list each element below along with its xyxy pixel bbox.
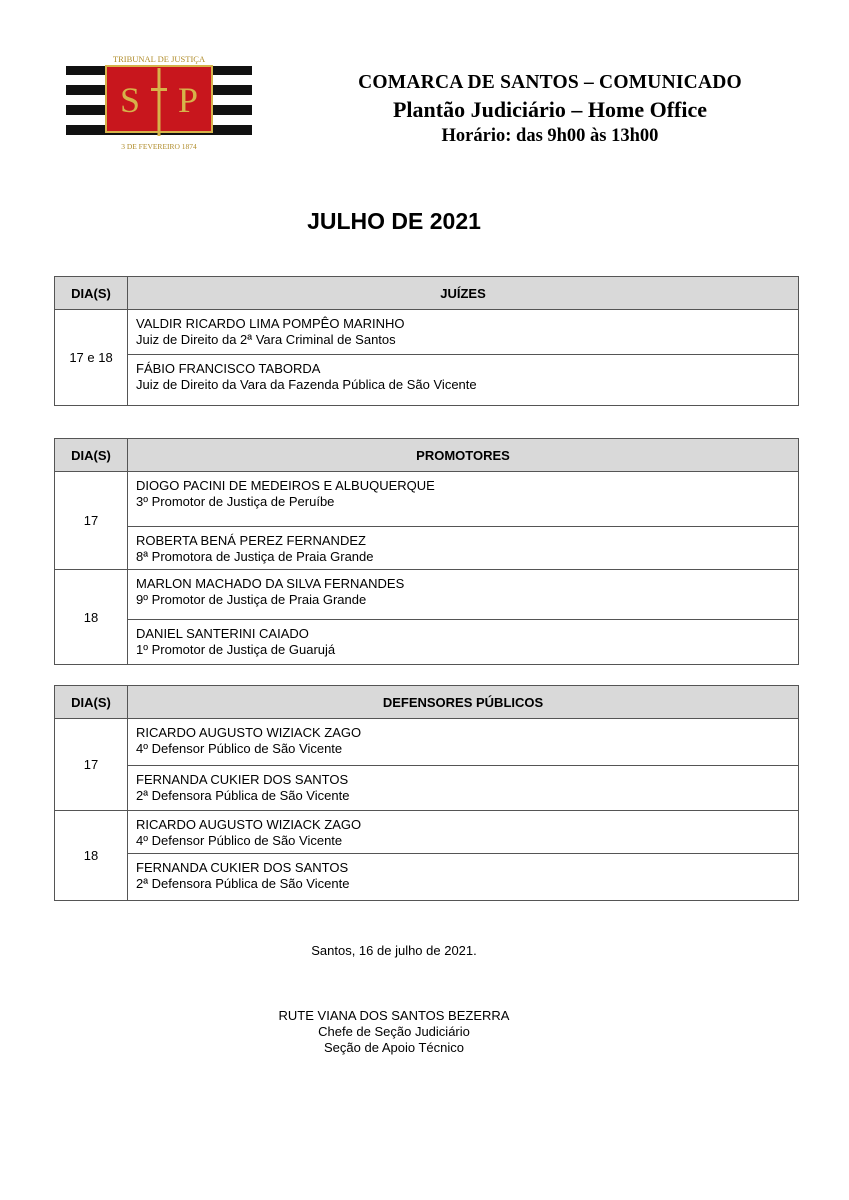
person-cell (128, 811, 799, 854)
month-title: JULHO DE 2021 (307, 208, 481, 234)
role-column-header: DEFENSORES PÚBLICOS (128, 686, 799, 719)
person-title: 1º Promotor de Justiça de Guarujá (136, 642, 336, 657)
header-subtitle: Plantão Judiciário – Home Office (392, 97, 708, 122)
table-row (55, 527, 799, 570)
table-row (55, 620, 799, 665)
table-row (55, 854, 799, 901)
person-cell (128, 527, 799, 570)
table-row (55, 355, 799, 406)
table-header-row (55, 686, 799, 719)
role-column-header: JUÍZES (128, 277, 799, 310)
person-title: 4º Defensor Público de São Vicente (136, 741, 343, 756)
person-name: VALDIR RICARDO LIMA POMPÊO MARINHO (136, 316, 405, 331)
day-column-header: DIA(S) (55, 439, 128, 472)
signer-role: Chefe de Seção Judiciário (318, 1024, 470, 1039)
public-defenders-table (54, 685, 799, 901)
emblem-top-text: TRIBUNAL DE JUSTIÇA (112, 54, 206, 64)
person-title: 4º Defensor Público de São Vicente (136, 833, 343, 848)
date-line: Santos, 16 de julho de 2021. (311, 943, 477, 958)
day-cell: 17 e 18 (55, 310, 128, 406)
person-name: FERNANDA CUKIER DOS SANTOS (136, 772, 349, 787)
person-name: DANIEL SANTERINI CAIADO (136, 626, 309, 641)
emblem-letter-p: P (177, 80, 199, 120)
table-header-row (55, 439, 799, 472)
table-row (55, 570, 799, 620)
table-row (55, 766, 799, 811)
person-name: RICARDO AUGUSTO WIZIACK ZAGO (136, 817, 362, 832)
emblem-bottom-text: 3 DE FEVEREIRO 1874 (121, 142, 197, 151)
day-column-header: DIA(S) (55, 277, 128, 310)
person-title: Juiz de Direito da Vara da Fazenda Pública de São Vicente (136, 377, 477, 392)
tribunal-emblem-logo (66, 50, 252, 154)
table-row (55, 472, 799, 527)
judges-table (54, 276, 799, 406)
person-cell (128, 854, 799, 901)
person-title: 3º Promotor de Justiça de Peruíbe (136, 494, 335, 509)
signature-block (0, 1008, 788, 1056)
day-cell: 18 (55, 570, 128, 665)
role-column-header: PROMOTORES (128, 439, 799, 472)
header-hours: Horário: das 9h00 às 13h00 (441, 126, 659, 146)
person-title: 9º Promotor de Justiça de Praia Grande (136, 592, 367, 607)
person-cell (128, 310, 799, 355)
person-name: MARLON MACHADO DA SILVA FERNANDES (136, 576, 405, 591)
person-cell (128, 355, 799, 406)
table-row (55, 310, 799, 355)
emblem-letter-s: S (119, 80, 141, 120)
signer-department: Seção de Apoio Técnico (324, 1040, 464, 1055)
person-title: 8ª Promotora de Justiça de Praia Grande (136, 549, 374, 564)
table-row (55, 719, 799, 766)
signer-name: RUTE VIANA DOS SANTOS BEZERRA (278, 1008, 510, 1023)
prosecutors-table (54, 438, 799, 665)
person-cell (128, 719, 799, 766)
day-cell: 17 (55, 719, 128, 811)
person-title: 2ª Defensora Pública de São Vicente (136, 876, 350, 891)
person-cell (128, 570, 799, 620)
person-title: Juiz de Direito da 2ª Vara Criminal de Santos (136, 332, 396, 347)
person-name: RICARDO AUGUSTO WIZIACK ZAGO (136, 725, 362, 740)
person-cell (128, 620, 799, 665)
table-header-row (55, 277, 799, 310)
table-row (55, 811, 799, 854)
person-name: ROBERTA BENÁ PEREZ FERNANDEZ (136, 533, 366, 548)
person-name: DIOGO PACINI DE MEDEIROS E ALBUQUERQUE (136, 478, 435, 493)
header-title: COMARCA DE SANTOS – COMUNICADO (358, 72, 742, 93)
person-cell (128, 472, 799, 527)
day-column-header: DIA(S) (55, 686, 128, 719)
person-name: FERNANDA CUKIER DOS SANTOS (136, 860, 349, 875)
person-name: FÁBIO FRANCISCO TABORDA (136, 361, 321, 376)
day-cell: 18 (55, 811, 128, 901)
day-cell: 17 (55, 472, 128, 570)
person-title: 2ª Defensora Pública de São Vicente (136, 788, 350, 803)
person-cell (128, 766, 799, 811)
